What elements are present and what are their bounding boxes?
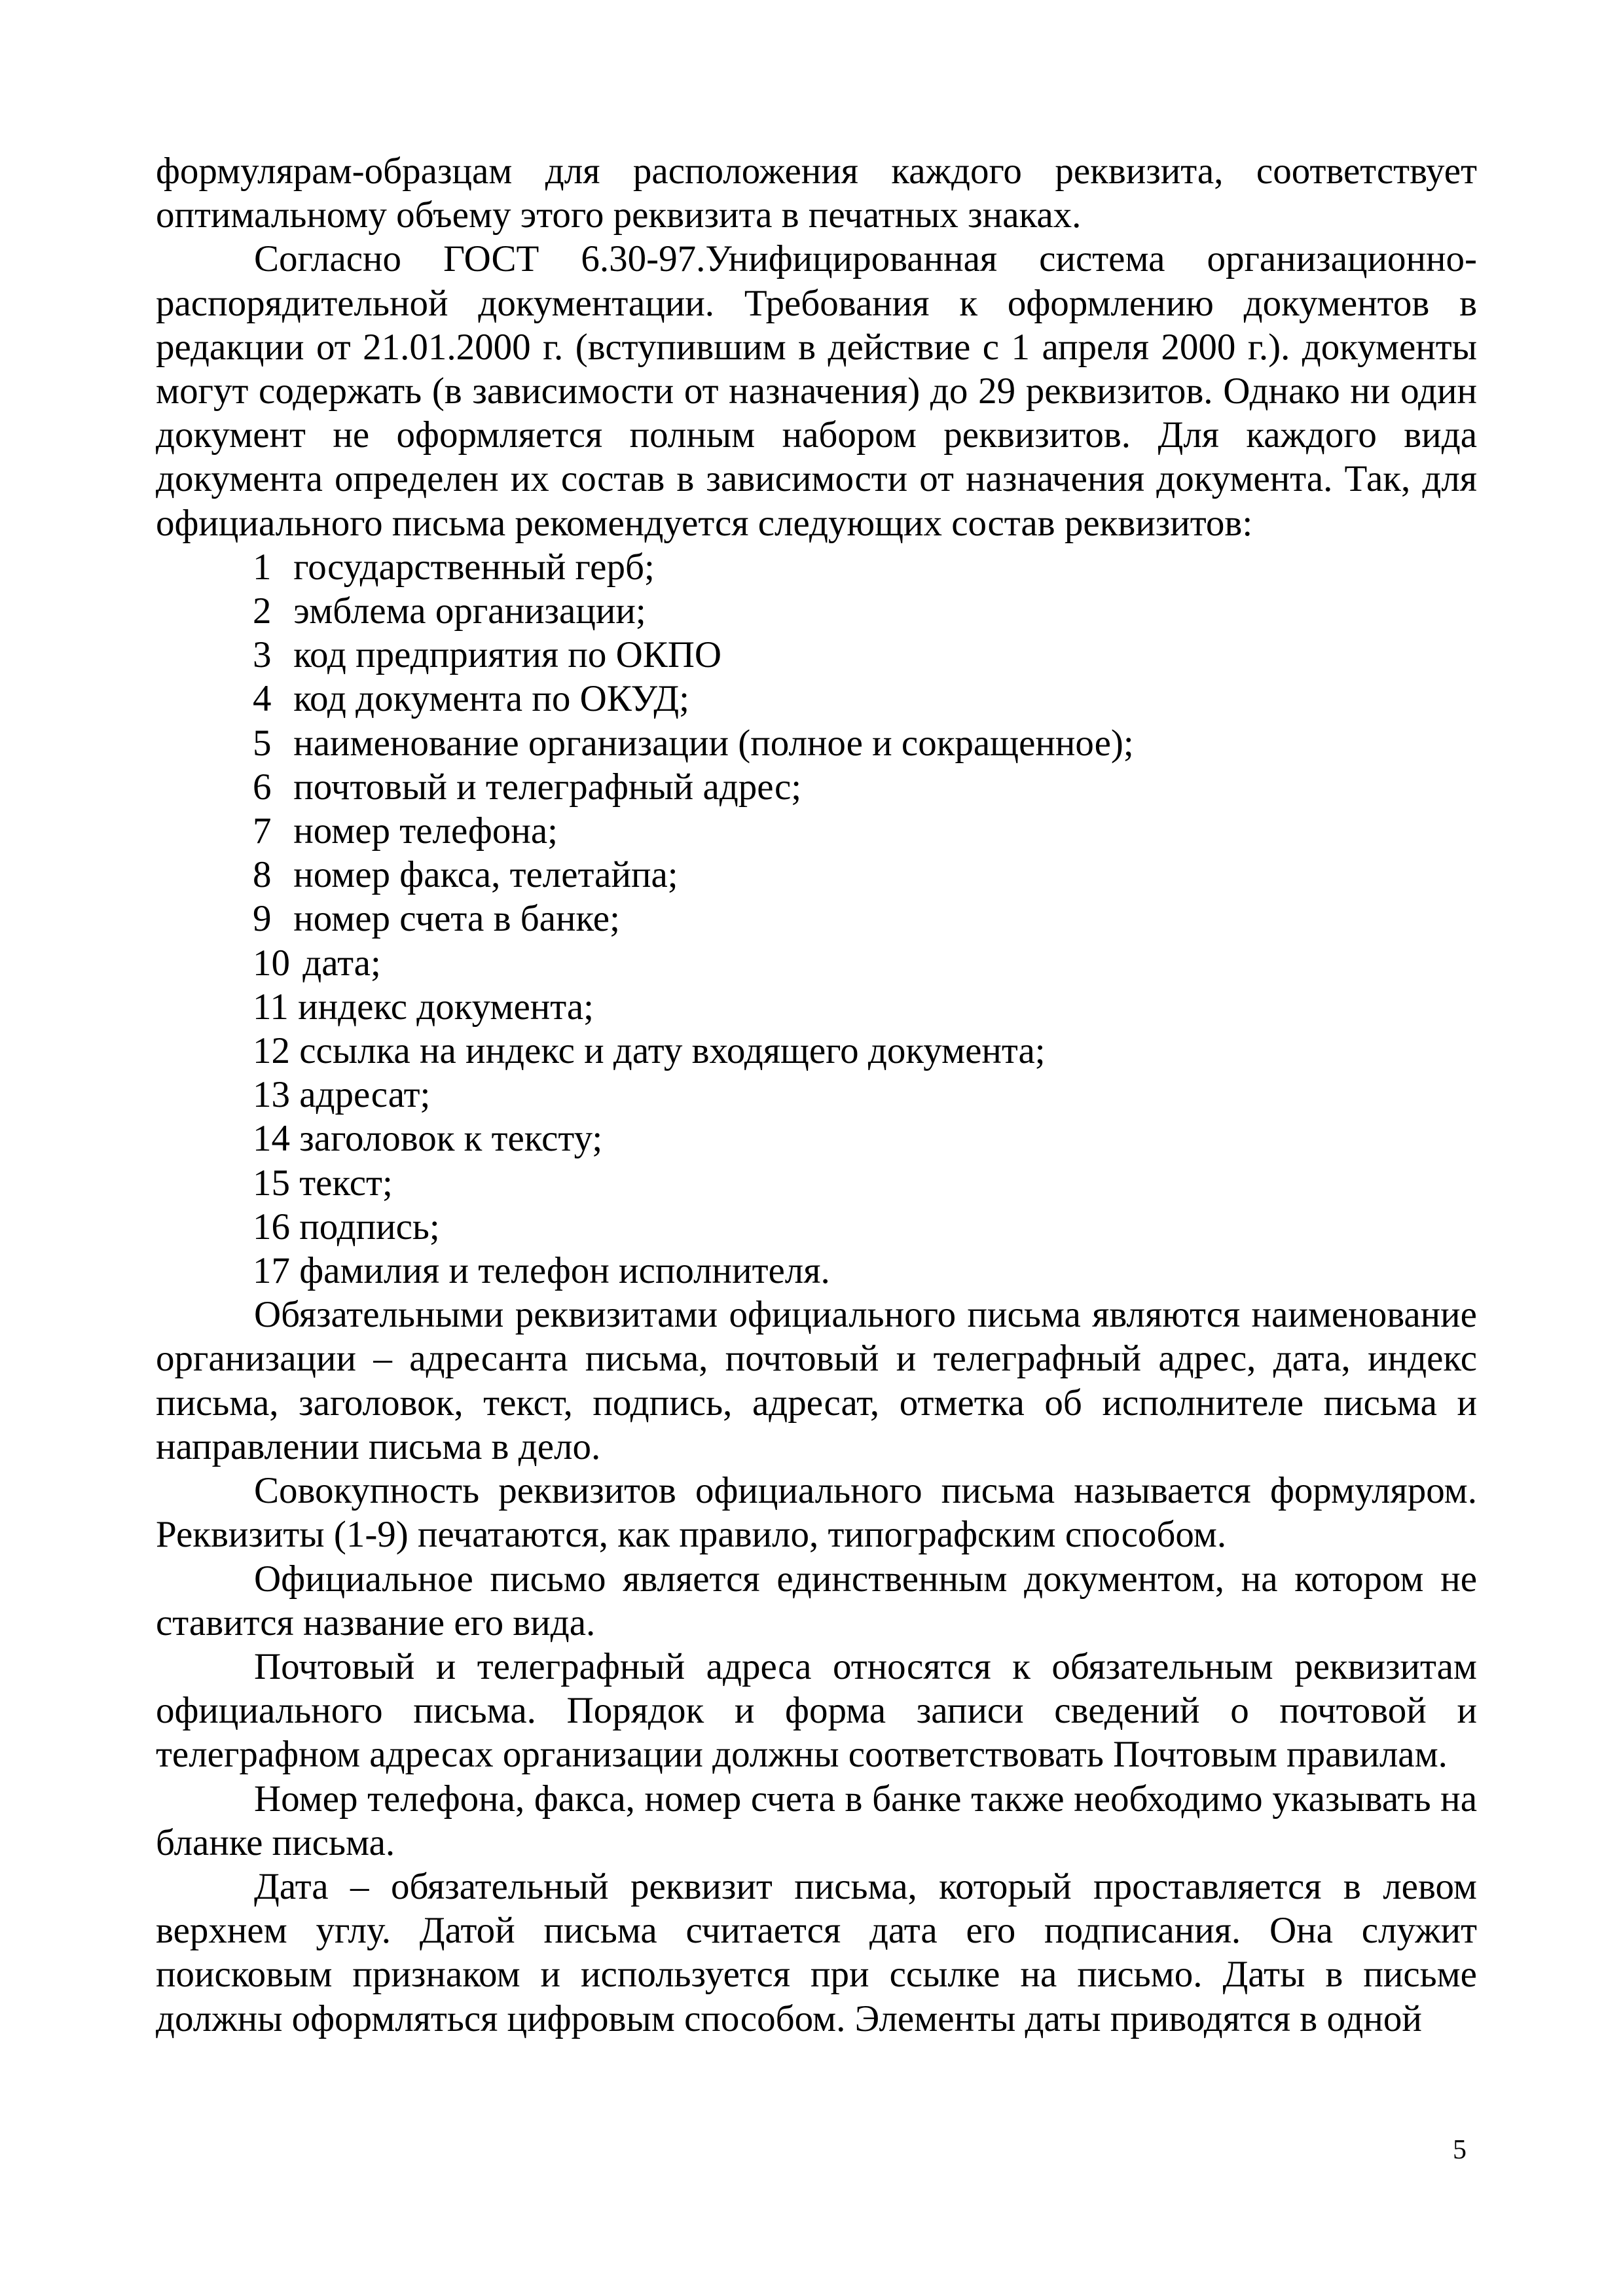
list-item-number: 17 [253,1250,290,1292]
list-item-text: номер счета в банке; [293,898,620,940]
list-item [253,809,1477,853]
paragraph-phone-fax: Номер телефона, факса, номер счета в банке также необходимо указывать на бланке письма. [156,1778,1477,1863]
list-item-text: наименование организации (полное и сокращенное); [293,722,1134,764]
list-item [253,897,1477,941]
list-item [253,633,1477,677]
body-text [156,149,1477,2041]
list-item [253,1205,1477,1249]
list-item-text: почтовый и телеграфный адрес; [293,766,802,808]
list-item [253,1073,1477,1117]
list-item [253,765,1477,809]
requisites-list [156,545,1477,1293]
list-item-text: ссылка на индекс и дату входящего документа; [299,1030,1046,1072]
list-item-number: 5 [253,722,272,764]
list-item-text: фамилия и телефон исполнителя. [299,1250,830,1292]
list-item-number: 10 [253,942,290,984]
paragraph-formular: Совокупность реквизитов официального письма называется формуляром. Реквизиты (1-9) печатаются, как правило, типографским способом. [156,1470,1477,1556]
list-item-number: 13 [253,1074,290,1116]
list-item [253,1249,1477,1293]
list-item-number: 16 [253,1206,290,1247]
list-item-text: адресат; [299,1074,431,1116]
paragraph-date: Дата – обязательный реквизит письма, который проставляется в левом верхнем углу. Датой письма считается дата его подписания. Она служит поисковым признаком и используется при ссылке на письмо. Даты в письме должны оформляться цифровым способом. Элементы даты приводятся в одной [156,1865,1477,2039]
list-item-text: эмблема организации; [293,590,646,632]
list-item-text: код документа по ОКУД; [293,678,689,720]
list-item-number: 9 [253,898,272,940]
list-item-number: 3 [253,634,272,676]
list-item [253,677,1477,721]
list-item-text: индекс документа; [298,986,594,1028]
list-item-number: 15 [253,1162,290,1204]
paragraph-gost: Согласно ГОСТ 6.30-97.Унифицированная система организационно-распорядительной документации. Требования к оформлению документов в редакции от 21.01.2000 г. (вступившим в действие с 1 апреля 2000 г.). документы могут содержать (в зависимости от назначения) до 29 реквизитов. Однако ни один документ не оформляется полным набором реквизитов. Для каждого вида документа определен их состав в зависимости от назначения документа. Так, для официального письма рекомендуется следующих состав реквизитов: [156,238,1477,544]
list-item [253,589,1477,633]
list-item-text: заголовок к тексту; [299,1118,603,1160]
list-item-text: номер телефона; [293,810,558,852]
paragraph-mandatory: Обязательными реквизитами официального письма являются наименование организации – адресанта письма, почтовый и телеграфный адрес, дата, индекс письма, заголовок, текст, подпись, адресат, отметка об исполнителе письма и направлении письма в дело. [156,1294,1477,1467]
list-item-number: 6 [253,766,272,808]
list-item [253,1029,1477,1073]
paragraph-only-document: Официальное письмо является единственным документом, на котором не ставится название его вида. [156,1558,1477,1643]
list-item [253,721,1477,765]
list-item-text: код предприятия по ОКПО [293,634,722,676]
paragraph-intro: формулярам-образцам для расположения каждого реквизита, соответствует оптимальному объему этого реквизита в печатных знаках. [156,151,1477,236]
list-item-number: 8 [253,854,272,896]
list-item-text: номер факса, телетайпа; [293,854,678,896]
page-number: 5 [1453,2135,1467,2165]
list-item [253,545,1477,589]
paragraph-postal-address: Почтовый и телеграфный адреса относятся к обязательным реквизитам официального письма. Порядок и форма записи сведений о почтовой и телеграфном адресах организации должны соответствовать Почтовым правилам. [156,1645,1477,1776]
list-item-text: государственный герб; [293,546,655,588]
list-item-text: текст; [299,1162,393,1204]
list-item-text: дата; [302,942,381,984]
list-item-number: 7 [253,810,272,852]
list-item-number: 1 [253,546,272,588]
list-item-number: 14 [253,1118,290,1160]
list-item [253,941,1477,985]
list-item [253,985,1477,1029]
list-item [253,1117,1477,1160]
list-item-text: подпись; [299,1206,440,1247]
list-item [253,1161,1477,1205]
list-item-number: 11 [253,986,289,1028]
list-item-number: 12 [253,1030,290,1072]
list-item-number: 2 [253,590,272,632]
list-item-number: 4 [253,678,272,720]
list-item [253,853,1477,897]
